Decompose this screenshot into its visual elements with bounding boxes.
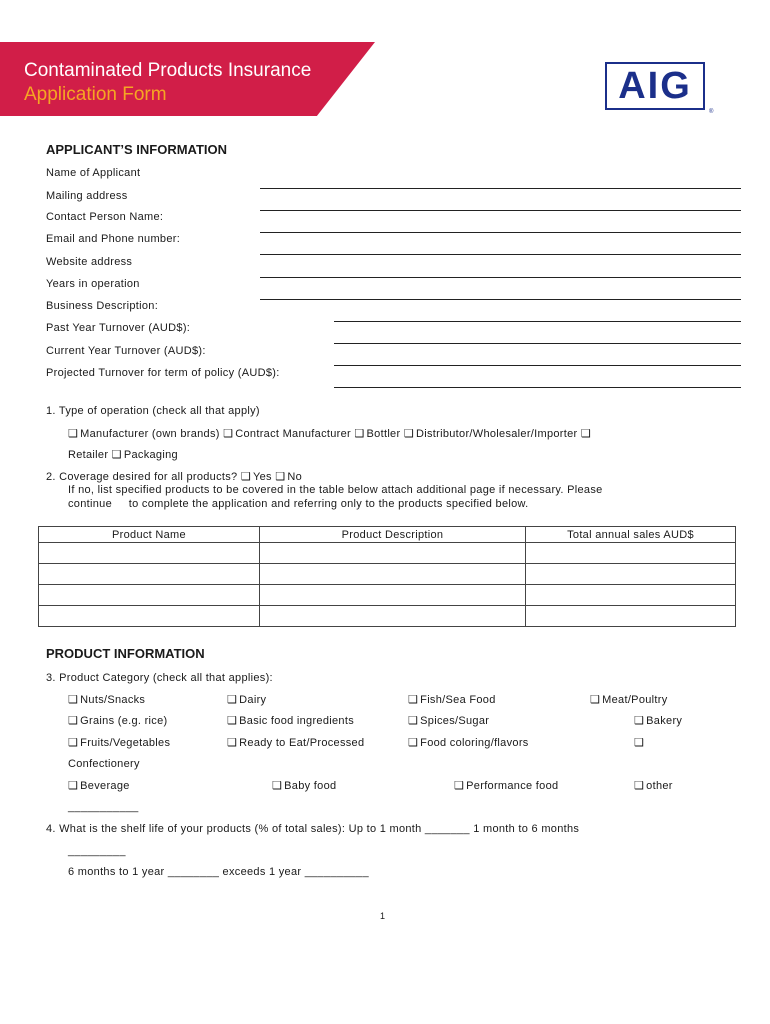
table-cell[interactable] [260,606,526,627]
table-row [39,564,736,585]
q1-option-bottler[interactable]: ❑ Bottler [354,428,401,440]
checkbox-icon[interactable]: ❑ [68,737,79,749]
q1-option-manufacturer[interactable]: ❑ Manufacturer (own brands) [68,428,220,440]
q1-option-distributor[interactable]: ❑ Distributor/Wholesaler/Importer [403,428,578,440]
checkbox-icon[interactable]: ❑ [408,694,419,706]
category-confectionery-checkbox[interactable] [634,736,646,749]
q2-note-line2: continue to complete the application and referring only to the products specified below. [68,498,529,510]
table-cell[interactable] [526,564,736,585]
checkbox-icon[interactable]: ❑ [354,428,365,440]
category-meat[interactable]: ❑ Meat/Poultry [590,694,668,706]
q2-note-line1: If no, list specified products to be covered in the table below attach additional page if necessary. Please [68,484,603,496]
field-line-website[interactable] [260,277,741,278]
q2-label: 2. Coverage desired for all products? [46,471,238,483]
field-line-name[interactable] [260,188,741,189]
table-row [39,585,736,606]
table-cell[interactable] [260,543,526,564]
checkbox-icon[interactable]: ❑ [403,428,414,440]
checkbox-icon[interactable]: ❑ [227,694,238,706]
q3-label: 3. Product Category (check all that applies): [46,672,273,684]
checkbox-icon[interactable]: ❑ [275,471,286,483]
category-fruits[interactable]: ❑ Fruits/Vegetables [68,737,171,749]
checkbox-icon[interactable]: ❑ [68,780,79,792]
column-header: Total annual sales AUD$ [526,527,736,543]
field-label-name: Name of Applicant [46,167,141,179]
q4-blank[interactable]: _________ [68,845,126,857]
category-baby[interactable]: ❑ Baby food [272,780,337,792]
q1-option-contract[interactable]: ❑ Contract Manufacturer [223,428,352,440]
category-dairy[interactable]: ❑ Dairy [227,694,267,706]
checkbox-icon[interactable]: ❑ [240,471,252,483]
category-beverage[interactable]: ❑ Beverage [68,780,130,792]
checkbox-icon[interactable]: ❑ [68,715,79,727]
field-label-past-turnover: Past Year Turnover (AUD$): [46,322,191,334]
q4-line2: 6 months to 1 year ________ exceeds 1 year __________ [68,866,369,878]
category-performance[interactable]: ❑ Performance food [454,780,559,792]
field-line-business[interactable] [334,321,741,322]
checkbox-icon[interactable]: ❑ [634,737,645,749]
table-row [39,543,736,564]
page-number: 1 [380,911,386,921]
q2-no-option[interactable]: ❑ No [275,471,303,483]
table-cell[interactable] [260,564,526,585]
checkbox-icon[interactable]: ❑ [408,715,419,727]
table-cell[interactable] [39,606,260,627]
field-label-contact: Contact Person Name: [46,211,164,223]
field-label-years: Years in operation [46,278,140,290]
table-cell[interactable] [39,543,260,564]
product-table [38,526,736,627]
checkbox-icon[interactable]: ❑ [580,428,592,440]
category-basic[interactable]: ❑ Basic food ingredients [227,715,355,727]
category-ready[interactable]: ❑ Ready to Eat/Processed [227,737,365,749]
q2-row [46,470,302,483]
table-row [39,606,736,627]
category-coloring[interactable]: ❑ Food coloring/flavors [408,737,529,749]
field-label-business: Business Description: [46,300,159,312]
column-header: Product Name [39,527,260,543]
field-line-mailing[interactable] [260,210,741,211]
registered-mark: ® [709,109,714,115]
checkbox-icon[interactable]: ❑ [227,737,238,749]
category-grains[interactable]: ❑ Grains (e.g. rice) [68,715,168,727]
field-label-projected-turnover: Projected Turnover for term of policy (AUD$): [46,367,280,379]
category-fish[interactable]: ❑ Fish/Sea Food [408,694,496,706]
table-cell[interactable] [260,585,526,606]
category-confectionery-label: Confectionery [68,758,140,770]
field-label-current-turnover: Current Year Turnover (AUD$): [46,345,206,357]
category-other[interactable]: ❑ other [634,780,673,792]
field-line-years[interactable] [260,299,741,300]
q2-yes-option[interactable]: ❑ Yes [240,471,272,483]
category-bakery[interactable]: ❑ Bakery [634,715,683,727]
q1-options-row2 [68,448,178,461]
q1-options-row1 [68,427,593,440]
table-cell[interactable] [526,543,736,564]
field-line-current-turnover[interactable] [334,365,741,366]
q1-option-packaging[interactable]: ❑ Packaging [111,449,178,461]
category-nuts[interactable]: ❑ Nuts/Snacks [68,694,146,706]
category-spices[interactable]: ❑ Spices/Sugar [408,715,490,727]
applicant-heading: APPLICANT’S INFORMATION [46,142,228,157]
product-heading: PRODUCT INFORMATION [46,646,205,661]
field-line-email[interactable] [260,254,741,255]
table-cell[interactable] [526,606,736,627]
checkbox-icon[interactable]: ❑ [634,780,645,792]
column-header: Product Description [260,527,526,543]
checkbox-icon[interactable]: ❑ [454,780,465,792]
checkbox-icon[interactable]: ❑ [68,694,79,706]
table-cell[interactable] [526,585,736,606]
table-cell[interactable] [39,585,260,606]
field-label-email: Email and Phone number: [46,233,181,245]
checkbox-icon[interactable]: ❑ [227,715,238,727]
field-label-mailing: Mailing address [46,190,128,202]
checkbox-icon[interactable]: ❑ [408,737,419,749]
form-subtitle: Application Form [24,84,167,105]
field-line-projected-turnover[interactable] [334,387,741,388]
field-line-past-turnover[interactable] [334,343,741,344]
field-label-website: Website address [46,256,133,268]
checkbox-icon[interactable]: ❑ [111,449,122,461]
checkbox-icon[interactable]: ❑ [223,428,234,440]
form-title: Contaminated Products Insurance [24,60,312,81]
checkbox-icon[interactable]: ❑ [68,428,79,440]
other-blank[interactable]: ___________ [68,801,139,813]
q1-label: 1. Type of operation (check all that apply) [46,405,260,417]
checkbox-icon[interactable]: ❑ [634,715,645,727]
checkbox-icon[interactable]: ❑ [590,694,601,706]
table-cell[interactable] [39,564,260,585]
field-line-contact[interactable] [260,232,741,233]
q1-option-retailer[interactable]: Retailer [68,449,109,461]
checkbox-icon[interactable]: ❑ [272,780,283,792]
table-header-row [39,527,736,543]
aig-logo: AIG [605,62,705,110]
q4-label: 4. What is the shelf life of your products (% of total sales): Up to 1 month _______ 1 month to 6 months [46,823,580,835]
